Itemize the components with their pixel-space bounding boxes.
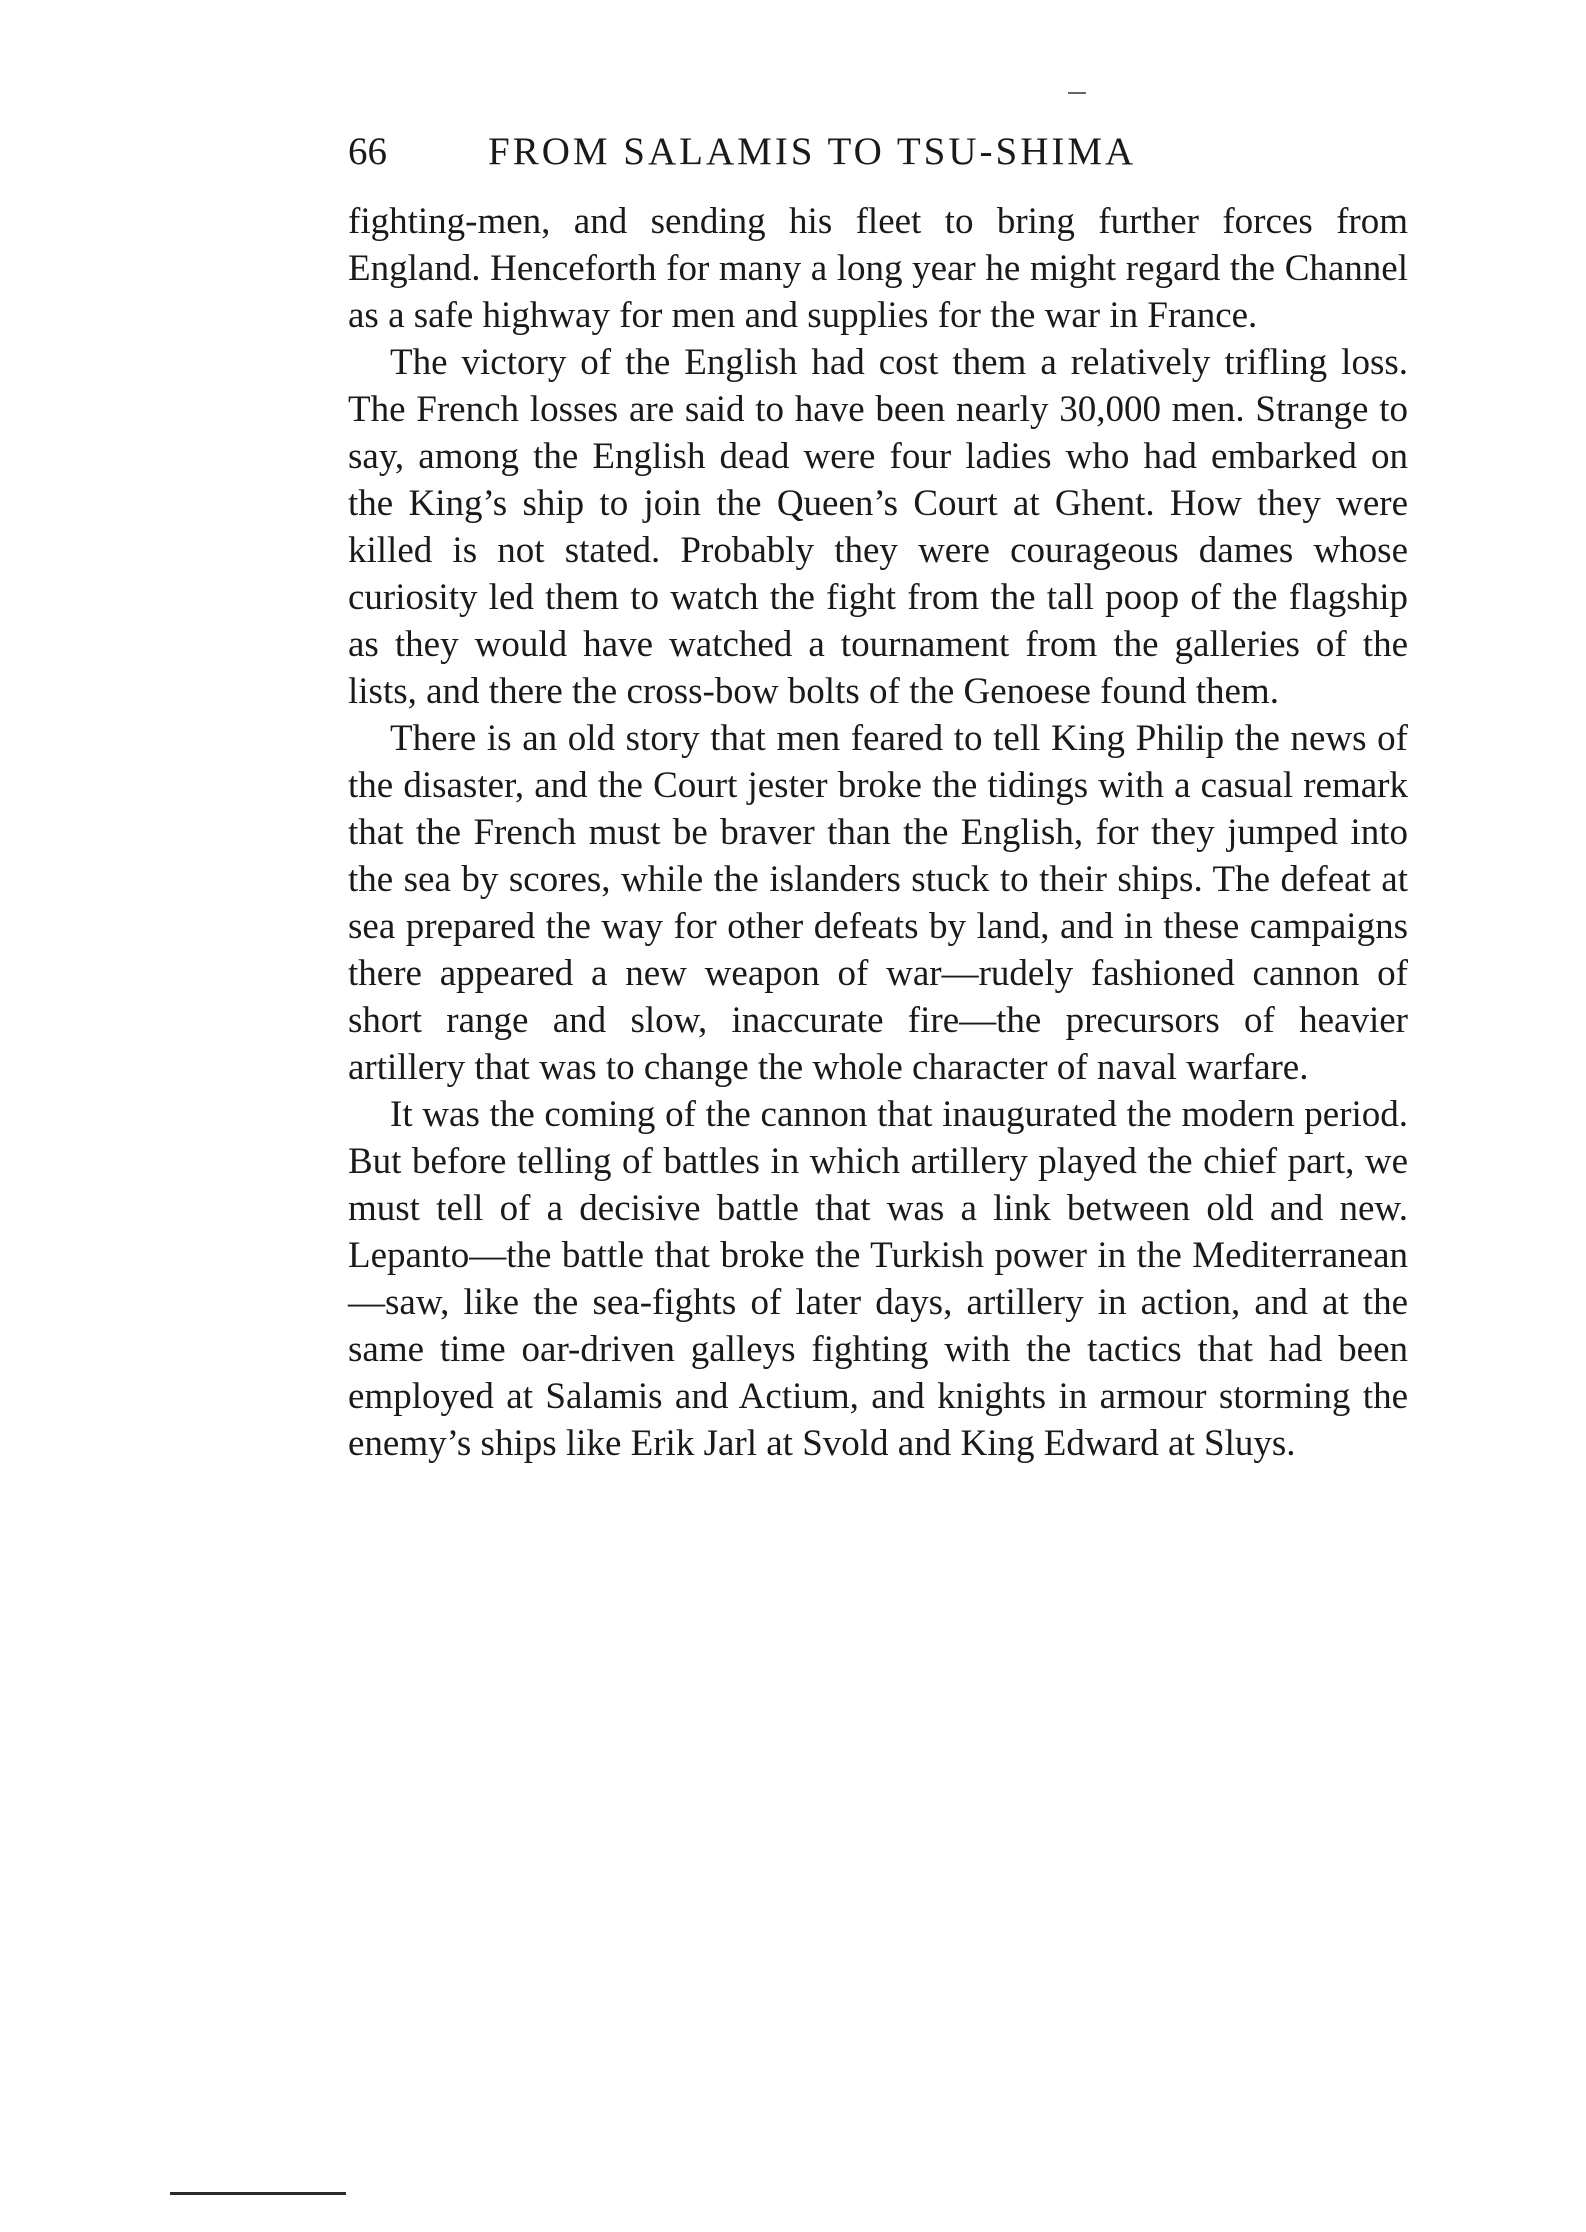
paragraph-cannon: It was the coming of the cannon that inaugurated the modern period. But before telling of battles in which artillery played the chief part, we must tell of a decisive battle that was a link between old and new. Lepanto—the battle that broke the Turkish power in the Mediterranean—saw, like the sea-fights of later days, artillery in action, and at the same time oar-driven galleys fighting with the tactics that had been employed at Salamis and Actium, and knights in armour storming the enemy’s ships like Erik Jarl at Svold and King Edward at Sluys. [348,1094,1408,1464]
scan-speck [1068,92,1086,94]
running-head: FROM SALAMIS TO TSU-SHIMA [488,130,1137,173]
footnote-rule [170,2192,346,2195]
paragraph-old-story: There is an old story that men feared to tell King Philip the news of the disaster, and the Court jester broke the tidings with a casual remark that the French must be braver than the English, for they jumped into the sea by scores, while the islanders stuck to their ships. The defeat at sea prepared the way for other defeats by land, and in these campaigns there appeared a new weapon of war—rudely fashioned cannon of short range and slow, inaccurate fire—the precursors of heavier artillery that was to change the whole character of naval warfare. [348,718,1408,1088]
paragraph-victory: The victory of the English had cost them a relatively trifling loss. The French losses are said to have been nearly 30,000 men. Strange to say, among the English dead were four ladies who had embarked on the King’s ship to join the Queen’s Court at Ghent. How they were killed is not stated. Probably they were courageous dames whose curiosity led them to watch the fight from the tall poop of the flagship as they would have watched a tournament from the galleries of the lists, and there the cross-bow bolts of the Genoese found them. [348,342,1408,712]
page-header [348,122,1408,182]
page-number: 66 [348,130,387,173]
body-text [348,198,1408,1467]
paragraph-continued: fighting-men, and sending his fleet to bring further forces from England. Henceforth for many a long year he might regard the Channel as a safe highway for men and supplies for the war in France. [348,201,1408,336]
